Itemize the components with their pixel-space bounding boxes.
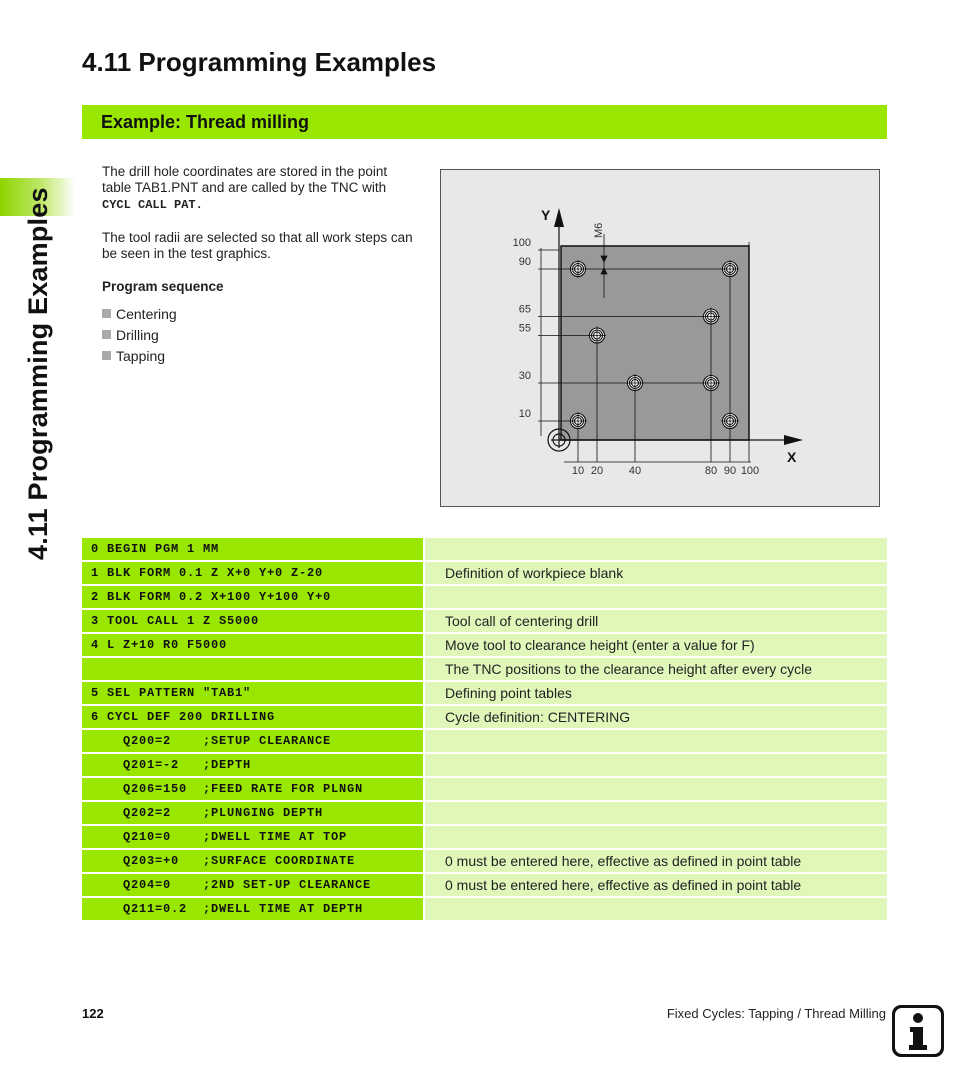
x-tick-label: 10 bbox=[571, 465, 585, 477]
description-cell: Defining point tables bbox=[425, 682, 887, 704]
description-cell bbox=[425, 754, 887, 776]
description-cell bbox=[425, 778, 887, 800]
nc-code-cell: Q204=0 ;2ND SET-UP CLEARANCE bbox=[82, 874, 423, 896]
sequence-item: Drilling bbox=[102, 324, 417, 345]
nc-code-cell: Q200=2 ;SETUP CLEARANCE bbox=[82, 730, 423, 752]
y-tick-label: 65 bbox=[518, 303, 531, 316]
x-tick-label: 80 bbox=[704, 465, 718, 477]
chapter-side-title: 4.11 Programming Examples bbox=[23, 187, 53, 560]
sequence-item: Centering bbox=[102, 303, 417, 324]
description-cell: Cycle definition: CENTERING bbox=[425, 706, 887, 728]
program-row bbox=[82, 778, 887, 800]
y-tick-label: 100 bbox=[512, 237, 531, 249]
nc-code-cell: Q202=2 ;PLUNGING DEPTH bbox=[82, 802, 423, 824]
nc-code-cell: 4 L Z+10 R0 F5000 bbox=[82, 634, 423, 656]
y-tick-label: 55 bbox=[518, 322, 531, 335]
nc-code-cell bbox=[82, 658, 423, 680]
program-row bbox=[82, 682, 887, 704]
program-row bbox=[82, 874, 887, 896]
origin-symbol bbox=[548, 429, 570, 451]
x-axis-arrow bbox=[784, 435, 803, 445]
nc-code-cell: Q210=0 ;DWELL TIME AT TOP bbox=[82, 826, 423, 848]
nc-code-cell: 5 SEL PATTERN "TAB1" bbox=[82, 682, 423, 704]
nc-code-cell: 0 BEGIN PGM 1 MM bbox=[82, 538, 423, 560]
program-sequence-title: Program sequence bbox=[102, 279, 224, 294]
footer-chapter-text: Fixed Cycles: Tapping / Thread Milling bbox=[666, 1006, 886, 1021]
program-row bbox=[82, 898, 887, 920]
sequence-item: Tapping bbox=[102, 345, 417, 366]
description-cell bbox=[425, 826, 887, 848]
nc-code-cell: Q211=0.2 ;DWELL TIME AT DEPTH bbox=[82, 898, 423, 920]
program-row bbox=[82, 802, 887, 824]
program-row bbox=[82, 634, 887, 656]
intro-text bbox=[102, 164, 417, 366]
x-tick-label: 20 bbox=[590, 465, 604, 477]
y-tick-label: 90 bbox=[518, 256, 531, 268]
program-listing bbox=[82, 538, 887, 922]
program-row bbox=[82, 730, 887, 752]
program-row bbox=[82, 610, 887, 632]
bullet-square-icon bbox=[102, 330, 111, 339]
nc-code-cell: 2 BLK FORM 0.2 X+100 Y+100 Y+0 bbox=[82, 586, 423, 608]
y-tick-label: 30 bbox=[518, 370, 531, 382]
x-axis-label: X bbox=[787, 449, 797, 465]
description-cell: Definition of workpiece blank bbox=[425, 562, 887, 584]
info-icon bbox=[892, 1005, 944, 1057]
description-cell: 0 must be entered here, effective as defined in point table bbox=[425, 874, 887, 896]
section-header bbox=[82, 105, 887, 139]
program-row bbox=[82, 538, 887, 560]
program-row bbox=[82, 586, 887, 608]
hole-pattern-figure bbox=[440, 169, 880, 507]
program-sequence-list bbox=[102, 303, 417, 366]
y-axis-label: Y bbox=[541, 207, 551, 223]
intro-paragraph-2: The tool radii are selected so that all work steps can be seen in the test graphics. bbox=[102, 230, 413, 261]
program-row bbox=[82, 658, 887, 680]
cycl-call-pat-code: CYCL CALL PAT. bbox=[102, 198, 203, 212]
y-tick-label: 10 bbox=[518, 408, 531, 420]
bullet-square-icon bbox=[102, 351, 111, 360]
info-glyph bbox=[895, 1008, 941, 1054]
nc-code-cell: Q201=-2 ;DEPTH bbox=[82, 754, 423, 776]
description-cell bbox=[425, 802, 887, 824]
hole-pattern-drawing bbox=[441, 170, 881, 508]
nc-code-cell: Q203=+0 ;SURFACE COORDINATE bbox=[82, 850, 423, 872]
thread-label-m6: M6 bbox=[593, 222, 605, 238]
description-cell bbox=[425, 538, 887, 560]
description-cell bbox=[425, 730, 887, 752]
program-row bbox=[82, 562, 887, 584]
description-cell: Tool call of centering drill bbox=[425, 610, 887, 632]
description-cell: The TNC positions to the clearance height after every cycle bbox=[425, 658, 887, 680]
nc-code-cell: 6 CYCL DEF 200 DRILLING bbox=[82, 706, 423, 728]
intro-paragraph-1: The drill hole coordinates are stored in the point table TAB1.PNT and are called by the TNC with CYCL CALL PAT. bbox=[102, 164, 388, 212]
x-tick-label: 100 bbox=[740, 465, 760, 477]
program-row bbox=[82, 706, 887, 728]
x-tick-label: 40 bbox=[628, 465, 642, 477]
description-cell bbox=[425, 586, 887, 608]
program-row bbox=[82, 754, 887, 776]
nc-code-cell: Q206=150 ;FEED RATE FOR PLNGN bbox=[82, 778, 423, 800]
bullet-square-icon bbox=[102, 309, 111, 318]
description-cell bbox=[425, 898, 887, 920]
page-number: 122 bbox=[82, 1006, 104, 1021]
nc-code-cell: 1 BLK FORM 0.1 Z X+0 Y+0 Z-20 bbox=[82, 562, 423, 584]
description-cell: Move tool to clearance height (enter a value for F) bbox=[425, 634, 887, 656]
y-axis-arrow bbox=[554, 208, 564, 227]
page-title: 4.11 Programming Examples bbox=[82, 47, 437, 77]
x-tick-label: 90 bbox=[723, 465, 737, 477]
program-row bbox=[82, 826, 887, 848]
program-row bbox=[82, 850, 887, 872]
section-title: Example: Thread milling bbox=[101, 112, 310, 132]
nc-code-cell: 3 TOOL CALL 1 Z S5000 bbox=[82, 610, 423, 632]
workpiece-blank bbox=[561, 246, 749, 440]
description-cell: 0 must be entered here, effective as defined in point table bbox=[425, 850, 887, 872]
